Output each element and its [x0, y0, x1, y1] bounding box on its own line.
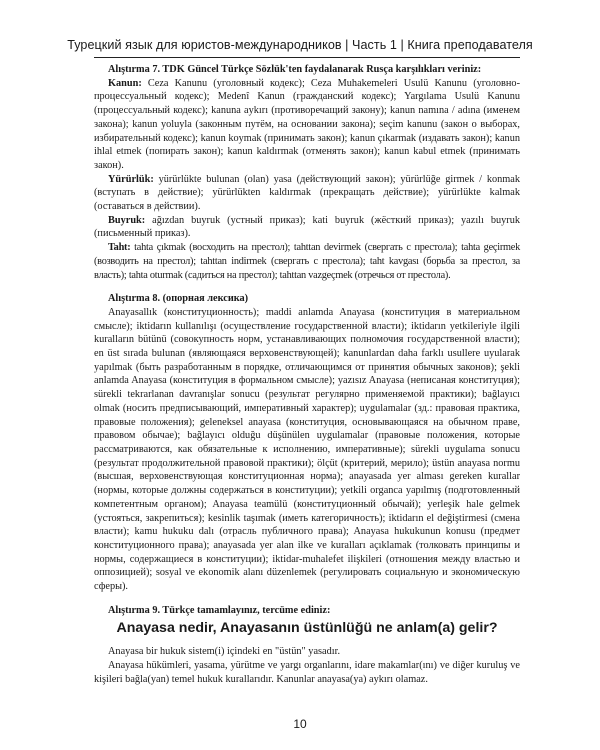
- page-content: [94, 63, 520, 687]
- spacer: [94, 282, 520, 292]
- spacer: [94, 594, 520, 604]
- exercise-9-heading: Anayasa nedir, Anayasanın üstünlüğü ne anlam(a) gelir?: [116, 620, 498, 637]
- term-taht: Taht:: [108, 242, 131, 254]
- page-number: 10: [293, 717, 307, 731]
- header-rule: [94, 57, 520, 58]
- running-header: Турецкий язык для юристов-международников | Часть 1 | Книга преподавателя: [67, 38, 533, 52]
- exercise-8-body: Anayasallık (конституционность); maddi anlamda Anayasa (конституция в материальном смысле); iktidarın kullanılışı (осуществление государственной власти); iktidarın yetkileriyle ilgili kuralların bütünü (совокупность норм, устанавливающих полномочия государственной власти); en üst sırada bulunan (являющаяся верховенствующей); kanunlardan daha farklı usullere uyularak yapılmak (быть разработанным в порядке, отличающимся от принятия обычных законов); şekli anlamda Anayasa (конституция в формальном смысле); yazısız Anayasa (неписаная конституция); sürekli tekrarlanan davranışlar sonucu (результат регулярно применяемой практики); bağlayıcı olmak (носить предписывающий, императивный характер); uygulamalar (зд.: правовая практика, правовые положения); geleneksel anayasa (конституция, основывающаяся на обычном праве, правовом обычае); bağlayıcı olduğu düşünülen uygulamalar (правовые положения, которые рассматриваются, как обязательные к исполнению, императивные); sürekli uygulama sonucu (результат продолжительной правовой практики); ölçüt (критерий, мерило); üstün anayasa normu (высшая, верховенствующая конституционная норма); anayasada yer alması gereken kurallar (нормы, которые должны содержаться в конституции); yetkili organca yapılmış (подготовленный компетентным органом); Anayasa teamülü (конституционный обычай); yerleşik hale gelmek (устояться, закрепиться); kesinlik taşımak (иметь категоричность); iktidarın el değiştirmesi (смена власти); kamu hukuku dalı (отрасль публичного права); Anayasa hukukunun konusu (предмет конституционного права); anayasada yer alan ilke ve kuralları açıklamak (толковать принципы и нормы, содержащиеся в конституции); iktidar-muhalefet ilişkileri (отношения между властью и оппозицией); sosyal ve ekonomik alanı düzenlemek (регулировать социальную и экономическую сферы).: [94, 306, 520, 593]
- entry-taht: [94, 241, 520, 282]
- entry-kanun-text: Ceza Kanunu (уголовный кодекс); Ceza Muhakemeleri Usulü Kanunu (уголовно-процессуальный кодекс); Medenî Kanun (гражданский кодекс); Yargılama Usulü Kanunu (процессуальный кодекс); kanuna aykırı (противоречащий закону); kanun namına / adına (именем закона); kanun yoluyla (законным путём, на основании закона); seçim kanunu (закон о выборах, избирательный кодекс); kanun koymak (принимать закон); kanun çıkarmak (издавать закон); kanun ihlal etmek (попирать закон); kanun kaldırmak (отменять закон); kanun kabul etmek (принимать закон).: [94, 77, 520, 171]
- entry-buyruk-text: ağızdan buyruk (устный приказ); kati buyruk (жёсткий приказ); yazılı buyruk (письменный приказ).: [94, 214, 520, 240]
- entry-yururluk-text: yürürlükte bulunan (olan) yasa (действующий закон); yürürlüğe girmek / konmak (вступать в действие); yürürlükten kaldırmak (прекращать действие); yürürlükte kalmak (оставаться в действии).: [94, 173, 520, 213]
- exercise-9-title: Alıştırma 9. Türkçe tamamlayınız, tercüme ediniz:: [108, 604, 331, 616]
- entry-yururluk: [94, 173, 520, 214]
- term-kanun: Kanun:: [108, 77, 142, 89]
- term-yururluk: Yürürlük:: [108, 173, 154, 185]
- exercise-9-line-2: Anayasa hükümleri, yasama, yürütme ve yargı organlarını, idare makamlar(ını) ve diğer kuruluş ve kişileri bağla(yan) temel hukuk kurallarıdır. Kanunlar anayasa(ya) aykırı olamaz.: [94, 660, 520, 685]
- exercise-7-title: Alıştırma 7. TDK Güncel Türkçe Sözlük'ten faydalanarak Rusça karşılıkları veriniz:: [108, 64, 482, 75]
- entry-buyruk: [94, 214, 520, 241]
- entry-taht-text: tahta çıkmak (восходить на престол); tahttan devirmek (свергать с престола); tahta geçirmek (возводить на престол); tahttan indirmek (свергать с престола); taht kavgası (борьба за престол, за власть); tahta oturmak (садиться на престол); tahttan vazgeçmek (отречься от престола).: [94, 242, 520, 281]
- entry-kanun: [94, 77, 520, 173]
- exercise-9-line-1: Anayasa bir hukuk sistem(i) içindeki en "üstün" yasadır.: [108, 646, 341, 658]
- exercise-8-title: Alıştırma 8. (опорная лексика): [108, 293, 249, 305]
- term-buyruk: Buyruk:: [108, 214, 146, 226]
